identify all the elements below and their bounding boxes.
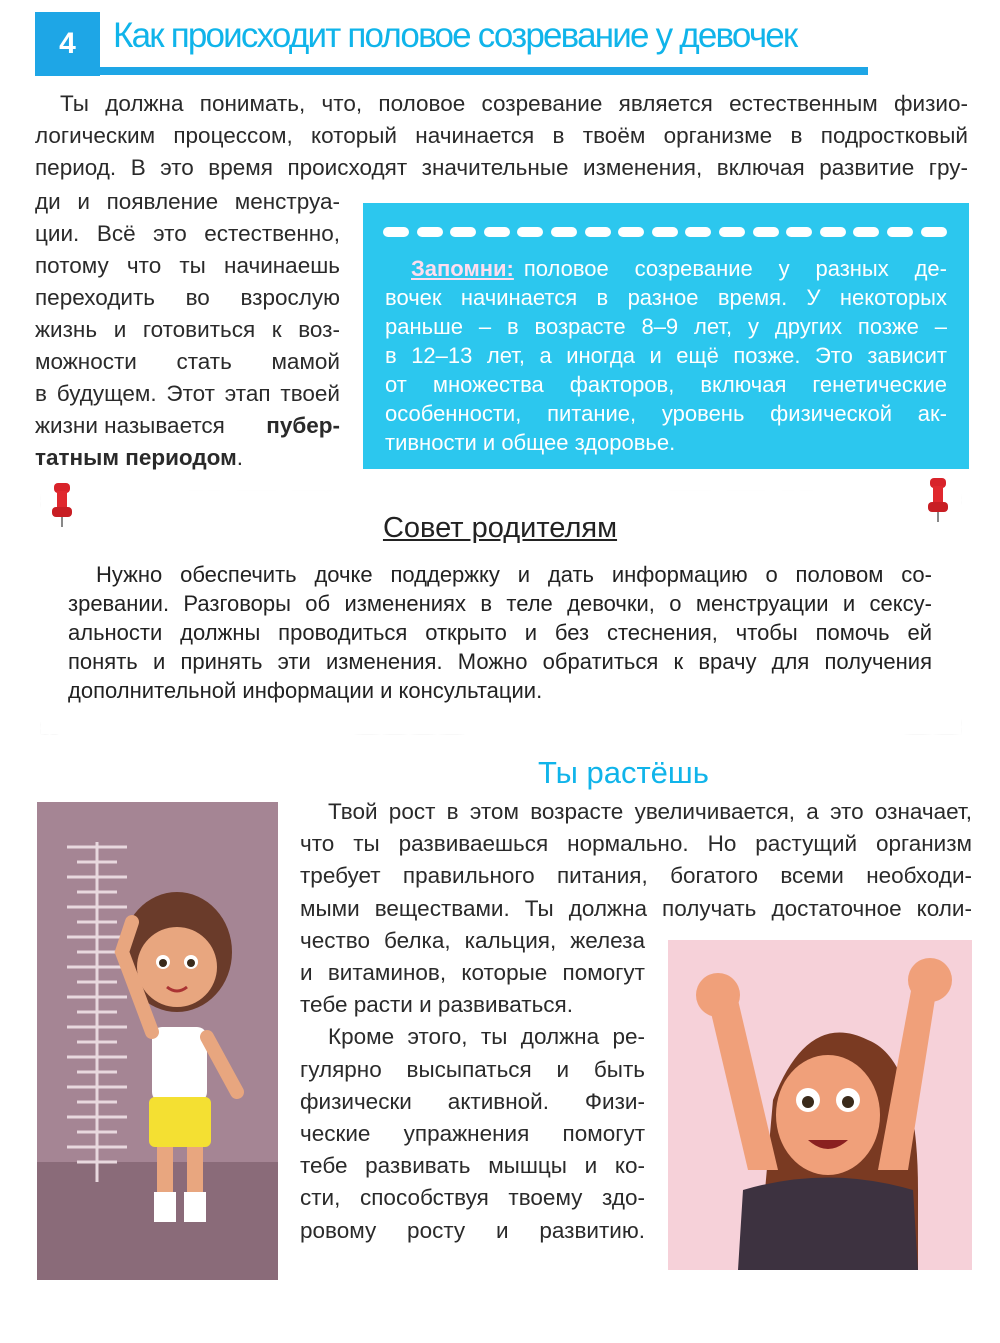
dash-mark	[551, 227, 577, 237]
text-line: раньше – в возрасте 8–9 лет, у других позже –	[385, 314, 947, 339]
dash-mark	[585, 227, 611, 237]
bold-term: пубер-	[266, 413, 340, 438]
text-line: и витаминов, которые помогут	[300, 960, 645, 985]
text-line: от множества факторов, включая генетические	[385, 372, 947, 397]
advice-title: Совет родителям	[382, 512, 618, 544]
text-line: понять и принять эти изменения. Можно обратиться к врачу для получения	[68, 649, 932, 674]
dash-mark	[450, 227, 476, 237]
text-line: тебе расти и развиваться.	[300, 992, 573, 1018]
bold-term: татным периодом	[35, 445, 237, 470]
dash-mark	[786, 227, 812, 237]
text-line: дополнительной информации и консультации.	[68, 678, 543, 703]
text-line: особенности, питание, уровень физической ак-	[385, 401, 947, 426]
text-line: логическим процессом, который начинается в твоём организме в подростковый	[35, 123, 968, 148]
text-line: в будущем. Этот этап твоей	[35, 381, 340, 406]
text-line: период. В это время происходят значительные изменения, включая развитие гру-	[35, 155, 968, 180]
dash-mark	[853, 227, 879, 237]
section-title: Ты растёшь	[538, 755, 709, 790]
text-line: ровому росту и развитию.	[300, 1217, 645, 1243]
text-line: потому что ты начинаешь	[35, 253, 340, 278]
text-line: сти, способствуя твоему здо-	[300, 1185, 645, 1211]
text-punct: .	[236, 445, 244, 470]
dash-mark	[383, 227, 409, 237]
header-underline	[35, 67, 868, 75]
text-line: мыми веществами. Ты должна получать достаточное коли-	[300, 895, 972, 921]
text-line: Нужно обеспечить дочке поддержку и дать информацию о половом со-	[96, 562, 932, 587]
dash-mark	[417, 227, 443, 237]
text-line: жизни называется	[35, 413, 225, 438]
text-line: ческие упражнения помогут	[300, 1121, 645, 1146]
text-line: ди и появление менструа-	[35, 189, 340, 214]
text-line: зревании. Разговоры об изменениях в теле девочки, о менструации и сексу-	[68, 591, 932, 616]
text-line: Твой рост в этом возрасте увеличивается, а это означает,	[328, 799, 972, 824]
text-line: чество белка, кальция, железа	[300, 927, 645, 953]
dash-mark	[921, 227, 947, 237]
remember-box	[363, 203, 969, 469]
chapter-number: 4	[35, 12, 100, 76]
text-line: ции. Всё это естественно,	[35, 221, 340, 246]
text-line: в 12–13 лет, а иногда и ещё позже. Это зависит	[385, 343, 947, 368]
happy-girl-raising-arms-illustration	[668, 940, 972, 1270]
text-line: переходить во взрослую	[35, 285, 340, 310]
text-line: Ты должна понимать, что, половое созревание является естественным физио-	[60, 91, 968, 116]
page-title: Как происходит половое созревание у девочек	[113, 16, 797, 55]
dash-mark	[484, 227, 510, 237]
dash-mark	[685, 227, 711, 237]
dash-mark	[618, 227, 644, 237]
girl-measuring-height-illustration	[37, 802, 278, 1280]
dash-mark	[517, 227, 543, 237]
text-line: альности должны проводиться открыто и без стеснения, чтобы помочь ей	[68, 620, 932, 645]
text-line: гулярно высыпаться и быть	[300, 1056, 645, 1082]
text-line: тебе развивать мышцы и ко-	[300, 1153, 645, 1179]
dash-mark	[753, 227, 779, 237]
text-line: половое созревание у разных де-	[523, 256, 947, 281]
remember-label: Запомни:	[411, 256, 514, 281]
dash-mark	[820, 227, 846, 237]
text-line: требует правильного питания, богатого всеми необходи-	[300, 863, 972, 889]
dash-mark	[719, 227, 745, 237]
text-line: тивности и общее здоровье.	[385, 430, 676, 455]
text-line: можности стать мамой	[35, 349, 340, 374]
text-line: Кроме этого, ты должна ре-	[328, 1024, 645, 1050]
text-line: вочек начинается в разное время. У некоторых	[385, 285, 947, 310]
text-line: что ты развиваешься нормально. Но растущий организм	[300, 831, 972, 857]
dash-mark	[652, 227, 678, 237]
text-line: жизнь и готовиться к воз-	[35, 317, 340, 342]
dash-mark	[887, 227, 913, 237]
text-line: физически активной. Физи-	[300, 1088, 645, 1114]
